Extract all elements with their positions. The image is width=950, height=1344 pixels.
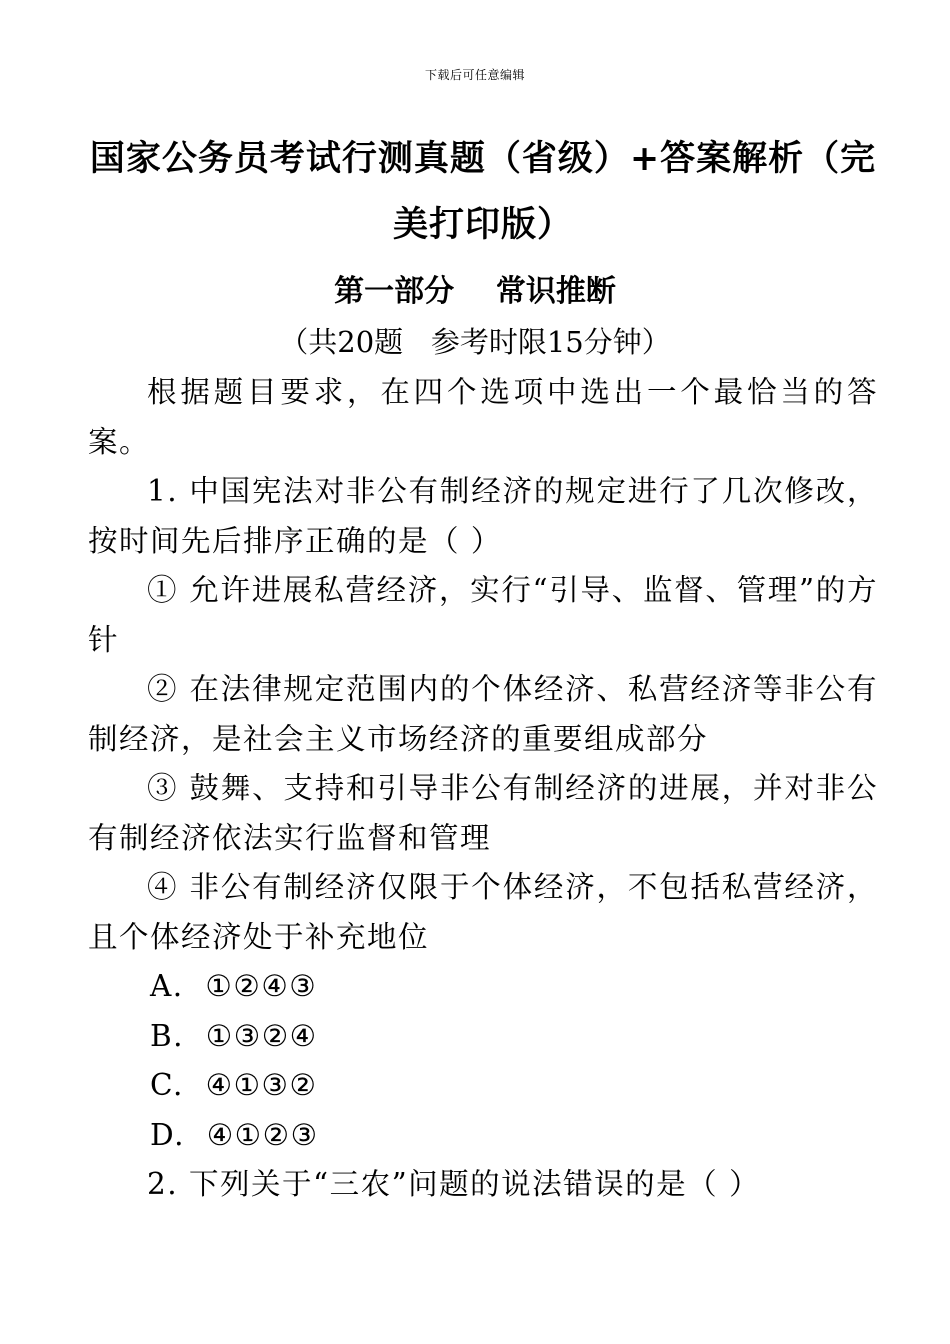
question-1-option-b: B. ①③②④ <box>150 1018 318 1053</box>
instruction-text: 根据题目要求，在四个选项中选出一个最恰当的答案。 <box>88 375 878 459</box>
question-1-item-4: ④ 非公有制经济仅限于个体经济，不包括私营经济，且个体经济处于补充地位 <box>88 870 878 954</box>
question-1-stem: 1. 中国宪法对非公有制经济的规定进行了几次修改，按时间先后排序正确的是（ ） <box>88 474 878 558</box>
question-1-option-d: D. ④①②③ <box>150 1117 319 1152</box>
document-body <box>88 368 878 1210</box>
question-1-option-a: A. ①②④③ <box>150 969 318 1003</box>
section-heading: 第一部分 常识推断 <box>334 274 616 309</box>
question-2-stem: 2. 下列关于“三农”问题的说法错误的是（ ） <box>147 1167 761 1201</box>
section-subheading: （共20题 参考时限15分钟） <box>279 325 671 359</box>
question-1-option-c: C. ④①③② <box>150 1068 318 1102</box>
question-1-item-3: ③ 鼓舞、支持和引导非公有制经济的进展，并对非公有制经济依法实行监督和管理 <box>88 771 878 855</box>
header-note: 下载后可任意编辑 <box>424 68 525 82</box>
question-1-item-2: ② 在法律规定范围内的个体经济、私营经济等非公有制经济，是社会主义市场经济的重要组成部分 <box>88 672 878 756</box>
question-1-item-1: ① 允许进展私营经济，实行“引导、监督、管理”的方针 <box>88 573 878 657</box>
document-title: 国家公务员考试行测真题（省级）+答案解析（完美打印版） <box>89 139 877 245</box>
